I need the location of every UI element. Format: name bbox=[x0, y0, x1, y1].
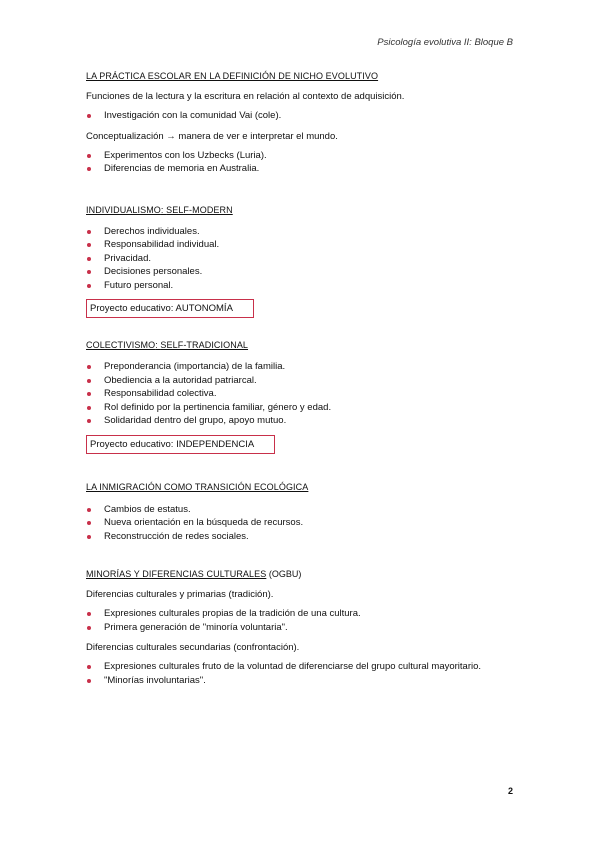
section-title: LA PRÁCTICA ESCOLAR EN LA DEFINICIÓN DE NICHO EVOLUTIVO bbox=[86, 71, 379, 81]
highlight-box: Proyecto educativo: AUTONOMÍA bbox=[86, 299, 254, 318]
section-title bbox=[86, 205, 516, 216]
section-title-main: INDIVIDUALISMO bbox=[86, 204, 161, 215]
bullet-list bbox=[86, 109, 516, 123]
list-item: Expresiones culturales propias de la tradición de una cultura. bbox=[86, 607, 516, 621]
list-item: Diferencias de memoria en Australia. bbox=[86, 162, 516, 176]
section-subtitle: SELF-MODERN bbox=[166, 204, 233, 215]
list-item: Futuro personal. bbox=[86, 279, 516, 293]
list-item: Expresiones culturales fruto de la voluntad de diferenciarse del grupo cultural mayoritario. bbox=[86, 660, 516, 674]
paragraph: Funciones de la lectura y la escritura en relación al contexto de adquisición. bbox=[86, 91, 405, 102]
list-item: Responsabilidad colectiva. bbox=[86, 387, 516, 401]
highlight-box: Proyecto educativo: INDEPENDENCIA bbox=[86, 435, 275, 454]
list-item: Cambios de estatus. bbox=[86, 503, 516, 517]
list-item: Decisiones personales. bbox=[86, 265, 516, 279]
page-number: 2 bbox=[507, 786, 513, 796]
list-item: Primera generación de "minoría voluntaria". bbox=[86, 621, 516, 635]
bullet-list bbox=[86, 607, 516, 634]
list-item: Investigación con la comunidad Vai (cole). bbox=[86, 109, 516, 123]
section-minorias bbox=[86, 569, 516, 687]
bullet-list bbox=[86, 360, 516, 428]
list-item: Derechos individuales. bbox=[86, 225, 516, 239]
section-individualismo bbox=[86, 205, 516, 319]
section-inmigracion bbox=[86, 482, 516, 544]
paragraph: Diferencias culturales y primarias (tradición). bbox=[86, 589, 274, 600]
bullet-list bbox=[86, 225, 516, 293]
section-title bbox=[86, 569, 516, 580]
list-item: "Minorías involuntarias". bbox=[86, 674, 516, 688]
section-title: LA INMIGRACIÓN COMO TRANSICIÓN ECOLÓGICA bbox=[86, 481, 309, 492]
list-item: Privacidad. bbox=[86, 252, 516, 266]
section-subtitle: SELF-TRADICIONAL bbox=[160, 340, 249, 350]
section-title-main: COLECTIVISMO bbox=[86, 340, 156, 350]
list-item: Responsabilidad individual. bbox=[86, 238, 516, 252]
list-item: Reconstrucción de redes sociales. bbox=[86, 530, 516, 544]
section-colectivismo bbox=[86, 340, 516, 454]
section-nicho bbox=[86, 71, 516, 176]
section-title bbox=[86, 340, 516, 351]
list-item: Nueva orientación en la búsqueda de recursos. bbox=[86, 516, 516, 530]
paragraph: Conceptualización → manera de ver e interpretar el mundo. bbox=[86, 130, 338, 142]
section-title-main: MINORÍAS Y DIFERENCIAS CULTURALES bbox=[86, 569, 267, 579]
section-title-separator: : bbox=[155, 340, 161, 350]
page-header: Psicología evolutiva II: Bloque B bbox=[377, 37, 513, 48]
list-item: Solidaridad dentro del grupo, apoyo mutuo. bbox=[86, 414, 516, 428]
bullet-list bbox=[86, 149, 516, 176]
document-body bbox=[86, 71, 516, 687]
list-item: Rol definido por la pertinencia familiar, género y edad. bbox=[86, 401, 516, 415]
bullet-list bbox=[86, 503, 516, 544]
list-item: Experimentos con los Uzbecks (Luria). bbox=[86, 149, 516, 163]
bullet-list bbox=[86, 660, 516, 687]
paragraph: Diferencias culturales secundarias (confrontación). bbox=[86, 642, 300, 653]
list-item: Obediencia a la autoridad patriarcal. bbox=[86, 374, 516, 388]
list-item: Preponderancia (importancia) de la familia. bbox=[86, 360, 516, 374]
section-title-suffix: (OGBU) bbox=[266, 569, 302, 579]
section-title-separator: : bbox=[160, 204, 167, 215]
